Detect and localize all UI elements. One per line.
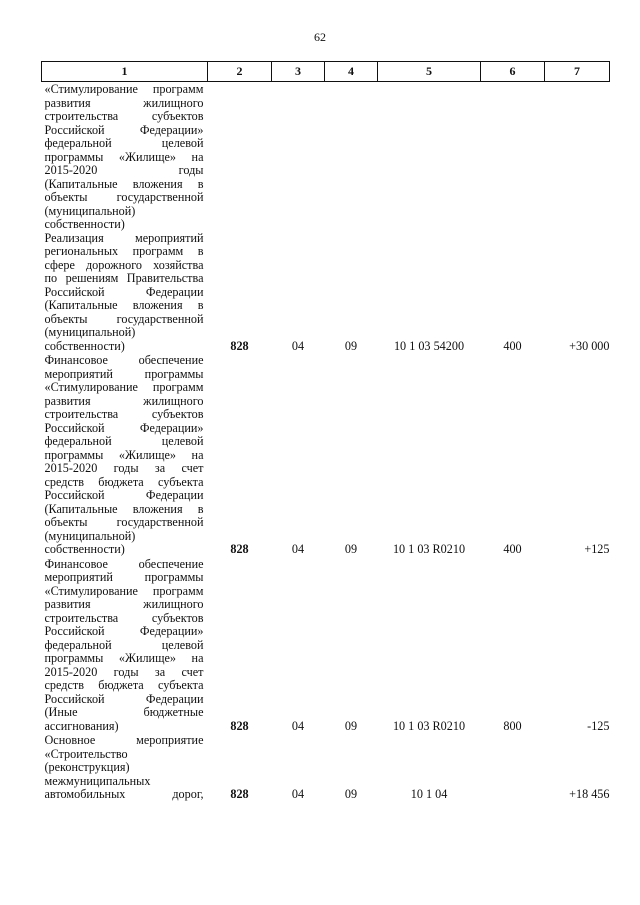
description-line: объекты государственной <box>44 311 204 326</box>
description-line: региональных программ в <box>44 244 204 258</box>
description-line: строительства субъектов <box>44 610 204 625</box>
description-line: федеральной целевой <box>44 434 204 448</box>
description-line: собственности) <box>44 338 125 353</box>
expense-type <box>481 733 545 802</box>
row-description <box>42 353 208 557</box>
amount: +18 456 <box>569 787 610 801</box>
description-line: «Строительство <box>44 746 128 761</box>
page-number: 62 <box>314 30 326 44</box>
ministry-code: 828 <box>230 338 249 353</box>
description-line: межмуниципальных <box>44 773 151 788</box>
description-line: Российской Федерации» <box>44 122 204 137</box>
description-line: федеральной целевой <box>44 637 204 652</box>
description-line: Финансовое обеспечение <box>44 556 204 571</box>
description-line: 2015-2020 годы за счет <box>44 664 204 679</box>
ministry-code: 828 <box>230 542 249 556</box>
table-row <box>42 353 610 557</box>
col-header-3: 3 <box>272 62 325 82</box>
description-line: программы «Жилище» на <box>44 447 204 462</box>
expense-type: 400 <box>503 542 522 556</box>
description-line: Основное мероприятие <box>44 733 204 747</box>
description-line: Финансовое обеспечение <box>44 353 204 367</box>
ministry-code: 828 <box>230 787 249 801</box>
description-line: программы «Жилище» на <box>44 651 204 665</box>
description-line: строительства субъектов <box>44 109 204 123</box>
subsection-code: 09 <box>344 718 358 733</box>
table-row <box>42 557 610 734</box>
description-line: Реализация мероприятий <box>44 230 204 245</box>
section-code: 04 <box>291 338 305 353</box>
description-line: Российской Федерации <box>44 284 204 299</box>
description-line: ассигнования) <box>44 718 119 733</box>
description-line: развития жилищного <box>44 95 204 110</box>
description-line: Российской Федерации» <box>44 624 204 638</box>
description-line: «Стимулирование программ <box>44 380 204 394</box>
expense-type: 800 <box>503 718 522 733</box>
expense-type: 400 <box>503 338 522 353</box>
description-line: мероприятий программы <box>44 570 204 584</box>
description-line: средств бюджета субъекта <box>44 474 204 489</box>
description-line: 2015-2020 годы <box>44 163 204 177</box>
amount: +30 000 <box>569 338 610 353</box>
col-header-6: 6 <box>481 62 545 82</box>
description-line: собственности) <box>44 217 125 231</box>
description-line: объекты государственной <box>44 190 204 204</box>
section-code: 04 <box>291 787 305 801</box>
description-line: Российской Федерации <box>44 488 204 502</box>
description-line: (Капитальные вложения в <box>44 176 204 191</box>
description-line: (муниципальной) <box>44 528 136 543</box>
row-description <box>42 733 208 802</box>
subsection-code: 09 <box>344 542 358 556</box>
description-line: собственности) <box>44 542 125 556</box>
description-line: развития жилищного <box>44 393 204 408</box>
table-row <box>42 733 610 802</box>
description-line: «Стимулирование программ <box>44 583 204 598</box>
description-line: сфере дорожного хозяйства <box>44 257 204 272</box>
subsection-code: 09 <box>344 787 358 801</box>
description-line: (Капитальные вложения в <box>44 298 204 312</box>
target-article: 10 1 03 R0210 <box>392 542 466 556</box>
description-line: развития жилищного <box>44 597 204 611</box>
description-line: строительства субъектов <box>44 407 204 421</box>
description-line: федеральной целевой <box>44 136 204 150</box>
description-line: (Капитальные вложения в <box>44 501 204 516</box>
row-description <box>42 82 208 354</box>
col-header-5: 5 <box>378 62 481 82</box>
description-line: автомобильных дорог, <box>44 787 204 801</box>
description-line: мероприятий программы <box>44 366 204 381</box>
description-line: Российской Федерации <box>44 691 204 706</box>
description-line: Российской Федерации» <box>44 420 204 435</box>
description-line: средств бюджета субъекта <box>44 678 204 692</box>
table-row <box>42 82 610 354</box>
col-header-7: 7 <box>545 62 610 82</box>
row-description <box>42 557 208 734</box>
description-line: «Стимулирование программ <box>44 82 204 96</box>
col-header-4: 4 <box>325 62 378 82</box>
description-line: программы «Жилище» на <box>44 149 204 164</box>
section-code: 04 <box>291 718 305 733</box>
target-article: 10 1 04 <box>410 787 448 801</box>
subsection-code: 09 <box>344 338 358 353</box>
target-article: 10 1 03 54200 <box>393 338 465 353</box>
description-line: (Иные бюджетные <box>44 705 204 719</box>
description-line: по решениям Правительства <box>44 271 204 285</box>
description-line: (реконструкция) <box>44 760 130 774</box>
description-line: объекты государственной <box>44 515 204 529</box>
section-code: 04 <box>291 542 305 556</box>
header-row <box>42 62 610 82</box>
budget-table <box>41 61 610 802</box>
description-line: (муниципальной) <box>44 203 136 218</box>
description-line: 2015-2020 годы за счет <box>44 461 204 475</box>
col-header-2: 2 <box>208 62 272 82</box>
ministry-code: 828 <box>230 718 249 733</box>
col-header-1: 1 <box>42 62 208 82</box>
amount: +125 <box>584 542 610 556</box>
target-article: 10 1 03 R0210 <box>392 718 466 733</box>
description-line: (муниципальной) <box>44 325 136 339</box>
amount: -125 <box>587 718 610 733</box>
